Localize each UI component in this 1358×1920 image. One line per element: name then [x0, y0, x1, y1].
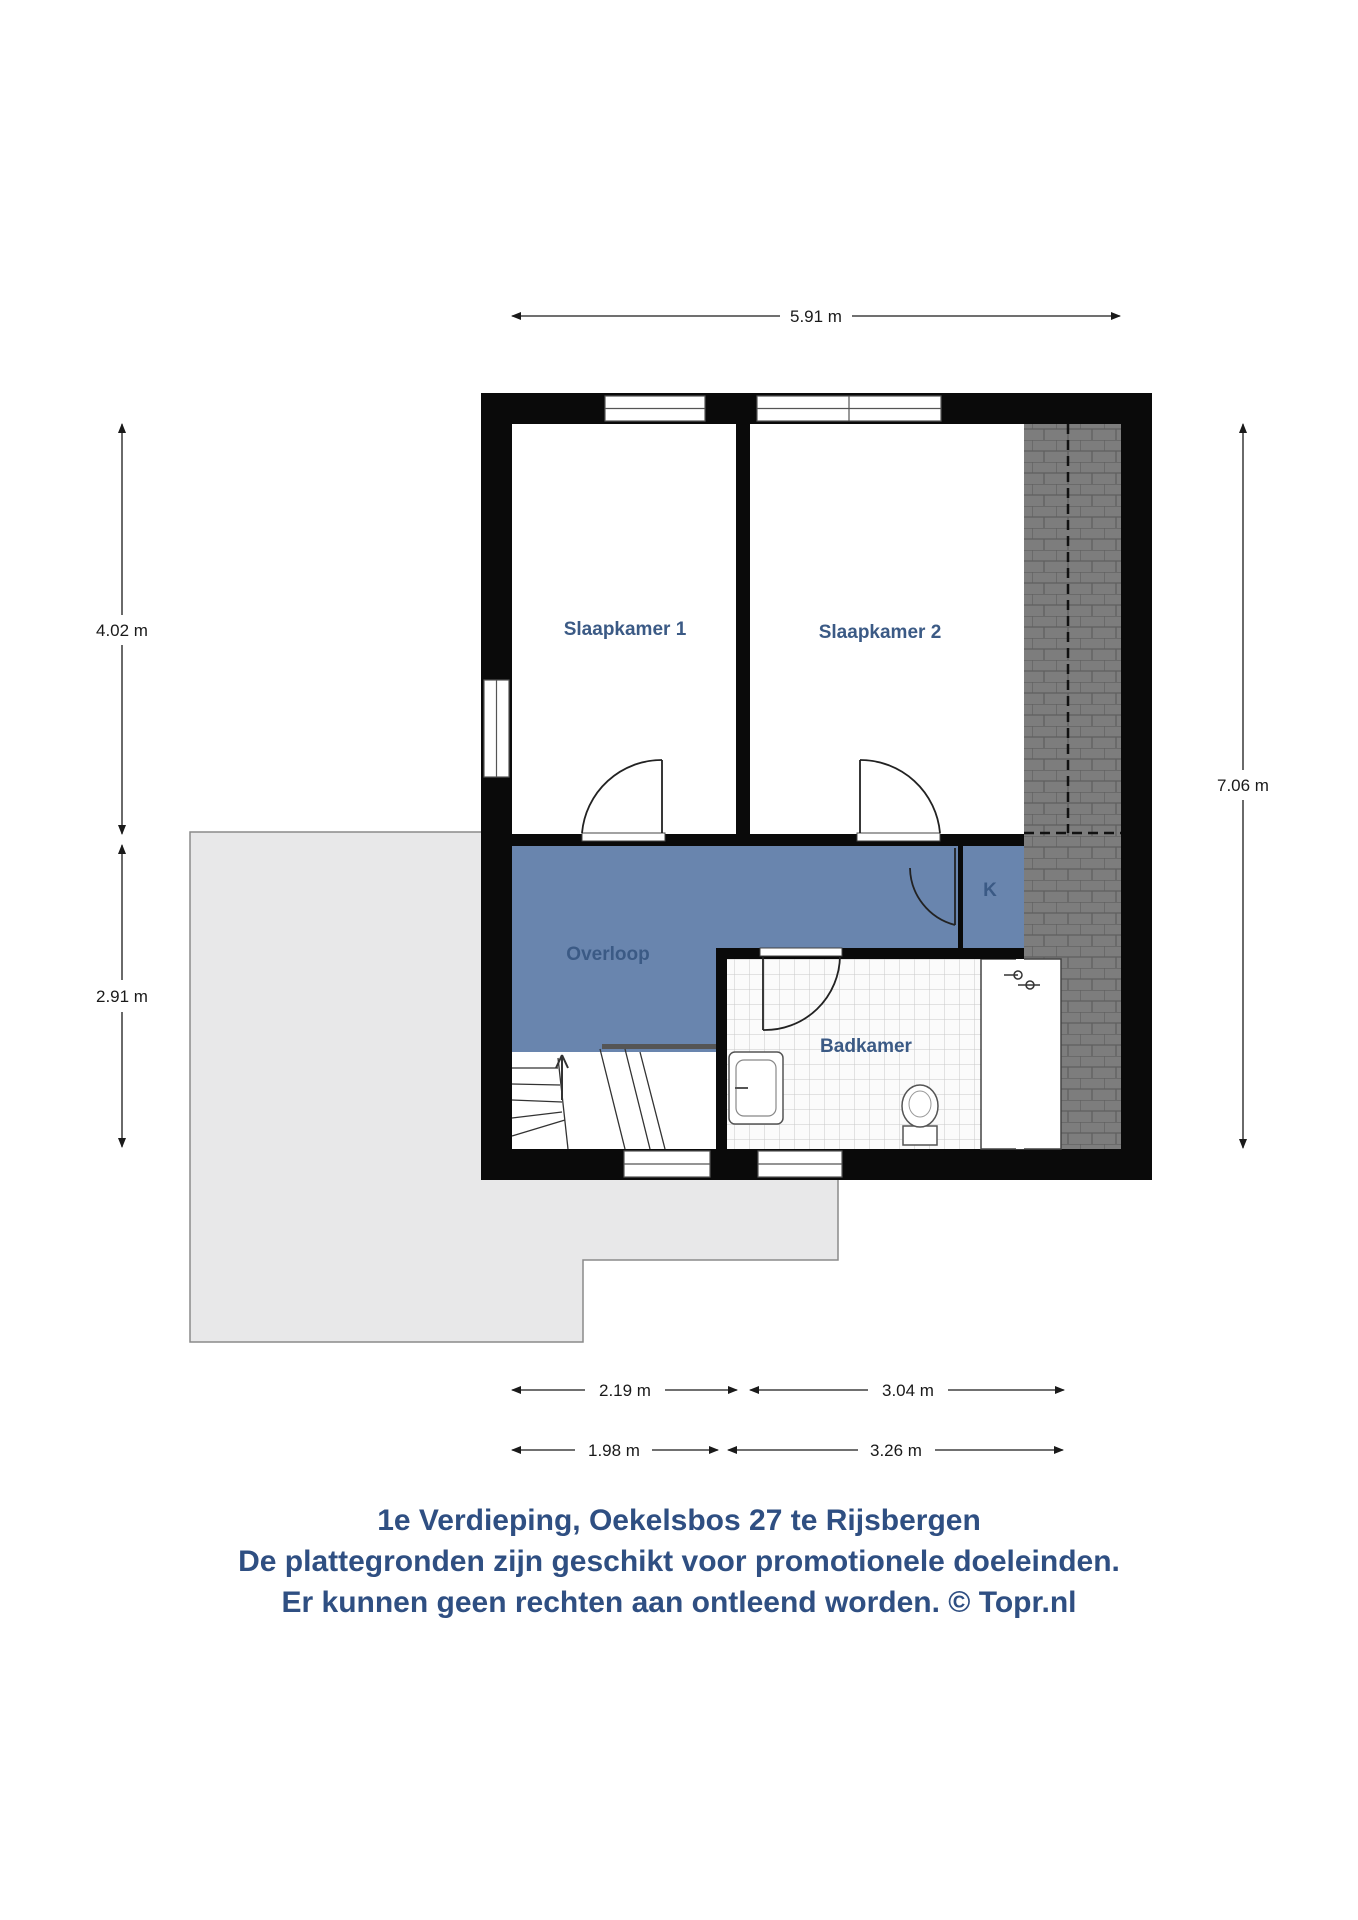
caption-line2: De plattegronden zijn geschikt voor promotionele doeleinden.	[238, 1545, 1120, 1578]
bathtub-wall	[1016, 959, 1024, 1149]
dim-bottom-row1-right: 3.04 m	[882, 1381, 934, 1400]
sink	[729, 1052, 783, 1124]
dim-bottom-row2-left: 1.98 m	[588, 1441, 640, 1460]
room-label-landing: Overloop	[566, 944, 650, 965]
dim-bottom-row2-right: 3.26 m	[870, 1441, 922, 1460]
wall-stair-top	[602, 1044, 716, 1049]
dim-left-upper: 4.02 m	[96, 621, 148, 640]
caption-line3: Er kunnen geen rechten aan ontleend worden. © Topr.nl	[281, 1586, 1077, 1619]
toilet	[902, 1085, 938, 1145]
dim-top-width: 5.91 m	[790, 307, 842, 326]
wall-bedrooms	[737, 424, 749, 836]
room-label-bathroom: Badkamer	[820, 1036, 912, 1057]
wall-closet	[958, 846, 963, 948]
room-label-bedroom2: Slaapkamer 2	[818, 622, 942, 643]
wall-bath-left	[716, 948, 727, 1149]
room-label-closet: K	[983, 880, 997, 901]
dim-bottom-row1-left: 2.19 m	[599, 1381, 651, 1400]
dim-right-height: 7.06 m	[1217, 776, 1269, 795]
dim-left-lower: 2.91 m	[96, 987, 148, 1006]
caption-line1: 1e Verdieping, Oekelsbos 27 te Rijsbergen	[377, 1504, 981, 1537]
stairwell-floor	[512, 1052, 716, 1149]
room-label-bedroom1: Slaapkamer 1	[563, 619, 687, 640]
